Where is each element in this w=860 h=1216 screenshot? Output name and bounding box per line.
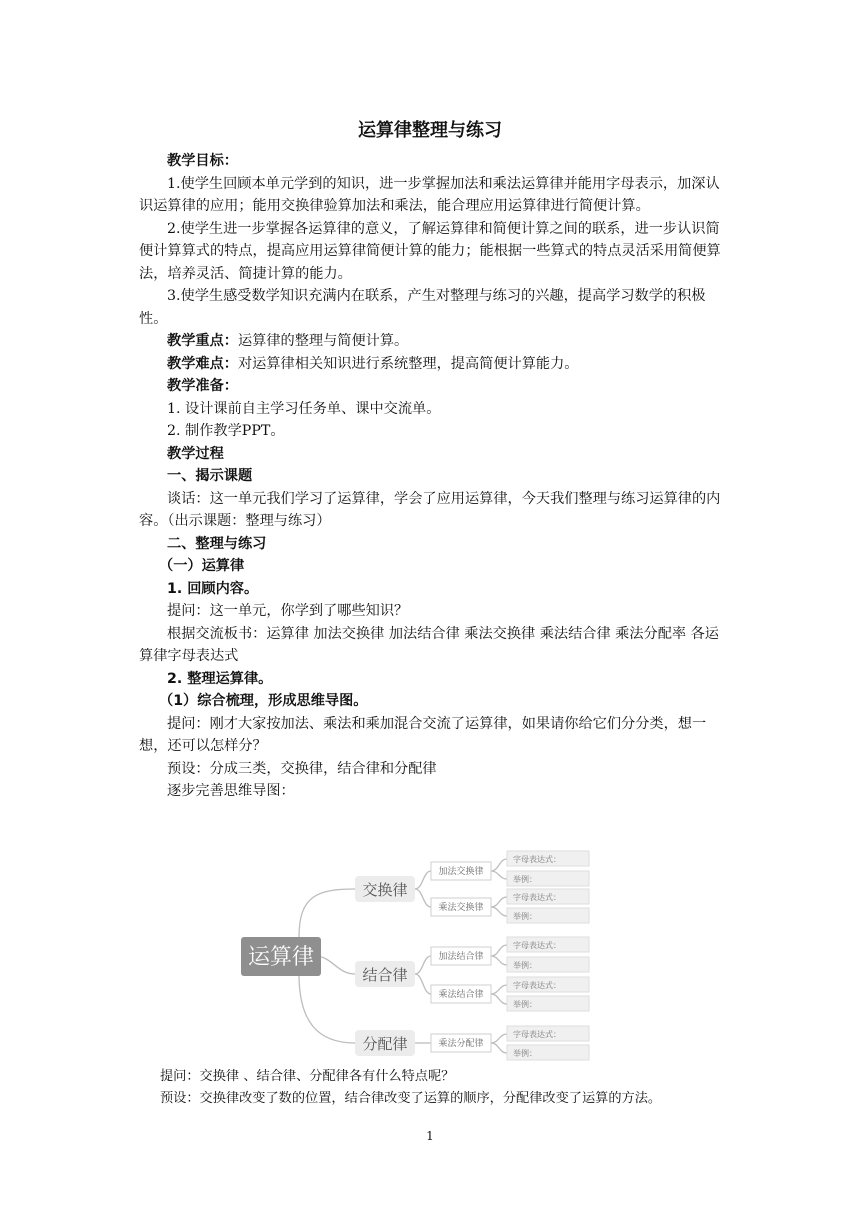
difficulty [139, 353, 731, 376]
sub-node-label: 加法交换律 [438, 867, 484, 877]
step-1-board: 根据交流板书：运算律 加法交换律 加法结合律 乘法交换律 乘法结合律 乘法分配率 各运算律字母表达式 [139, 625, 719, 664]
section-1-heading: 一、揭示课题 [167, 468, 253, 484]
prep-item-1: 1. 设计课前自主学习任务单、课中交流单。 [167, 400, 441, 417]
step-2-mindmap-intro: 逐步完善思维导图： [167, 783, 295, 799]
sub-node-label: 加法结合律 [438, 952, 484, 962]
subsection-1-heading: （一）运算律 [159, 558, 245, 574]
leaf-formula-label: 字母表达式： [513, 855, 561, 864]
leaf-formula-label: 字母表达式： [513, 893, 561, 902]
branch-associative [355, 961, 415, 987]
difficulty-text: 对运算律相关知识进行系统整理，提高简便计算能力。 [237, 355, 579, 372]
mind-map [237, 846, 593, 1066]
leaf-example-label: 举例： [513, 1000, 537, 1009]
page-number: 1 [426, 1129, 434, 1143]
branch-commutative [355, 876, 415, 902]
prep-heading: 教学准备： [167, 378, 238, 394]
leaf-example-label: 举例： [513, 875, 537, 884]
leaf-formula-label: 字母表达式： [513, 941, 561, 950]
leaf-formula-label: 字母表达式： [513, 981, 561, 990]
prep-item-2: 2. 制作教学PPT。 [167, 423, 285, 439]
tail-preset: 预设：交换律改变了数的位置，结合律改变了运算的顺序，分配律改变了运算的方法。 [160, 1091, 662, 1106]
branch-label: 结合律 [362, 966, 408, 984]
section-2-heading: 二、整理与练习 [167, 535, 267, 552]
tail-question: 提问：交换律 、结合律、分配律各有什么特点呢？ [160, 1069, 455, 1084]
step-2-subheading: （1）综合梳理，形成思维导图。 [159, 693, 368, 709]
root-label: 运算律 [247, 945, 315, 970]
document-title: 运算律整理与练习 [358, 120, 502, 141]
leaf-example-label: 举例： [513, 912, 537, 921]
goals-heading: 教学目标： [167, 153, 238, 169]
branch-label: 分配律 [362, 1035, 408, 1053]
key-point-label: 教学重点： [167, 333, 238, 349]
step-2-preset: 预设：分成三类，交换律，结合律和分配律 [167, 760, 437, 777]
sub-nodes [431, 862, 491, 1052]
branch-distributive [355, 1030, 415, 1056]
step-2-question: 提问：刚才大家按加法、乘法和乘加混合交流了运算律，如果请你给它们分分类，想一想，还可以怎样分？ [139, 715, 707, 754]
goal-3: 3.使学生感受数学知识充满内在联系，产生对整理与练习的兴趣，提高学习数学的积极性。 [139, 288, 706, 327]
leaf-nodes [507, 851, 589, 1060]
branch-label: 交换律 [362, 881, 408, 899]
step-1-heading: 1. 回顾内容。 [167, 580, 259, 597]
leaf-example-label: 举例： [513, 961, 537, 970]
step-1-question: 提问：这一单元，你学到了哪些知识？ [167, 603, 409, 619]
step-2-heading: 2. 整理运算律。 [167, 670, 273, 687]
goal-1: 1.使学生回顾本单元学到的知识，进一步掌握加法和乘法运算律并能用字母表示，加深认识运算律的应用；能用交换律验算加法和乘法，能合理应用运算律进行简便计算。 [139, 175, 720, 214]
goal-2: 2.使学生进一步掌握各运算律的意义，了解运算律和简便计算之间的联系，进一步认识简便计算算式的特点，提高应用运算律简便计算的能力；能根据一些算式的特点灵活采用简便算法，培养灵活、简捷计算的能力。 [139, 220, 721, 282]
key-point [139, 330, 731, 353]
sub-node-label: 乘法结合律 [438, 990, 484, 1000]
sub-node-label: 乘法交换律 [438, 903, 484, 913]
document-body [139, 150, 731, 803]
sub-node-label: 乘法分配律 [438, 1039, 484, 1049]
difficulty-label: 教学难点： [167, 355, 238, 372]
section-1-text: 谈话：这一单元我们学习了运算律，学会了应用运算律，今天我们整理与练习运算律的内容。（出示课题：整理与练习） [139, 490, 721, 529]
process-heading: 教学过程 [167, 445, 224, 462]
mind-map-svg [237, 846, 593, 1066]
leaf-example-label: 举例： [513, 1049, 537, 1058]
key-point-text: 运算律的整理与简便计算。 [237, 333, 409, 349]
leaf-formula-label: 字母表达式： [513, 1030, 561, 1039]
